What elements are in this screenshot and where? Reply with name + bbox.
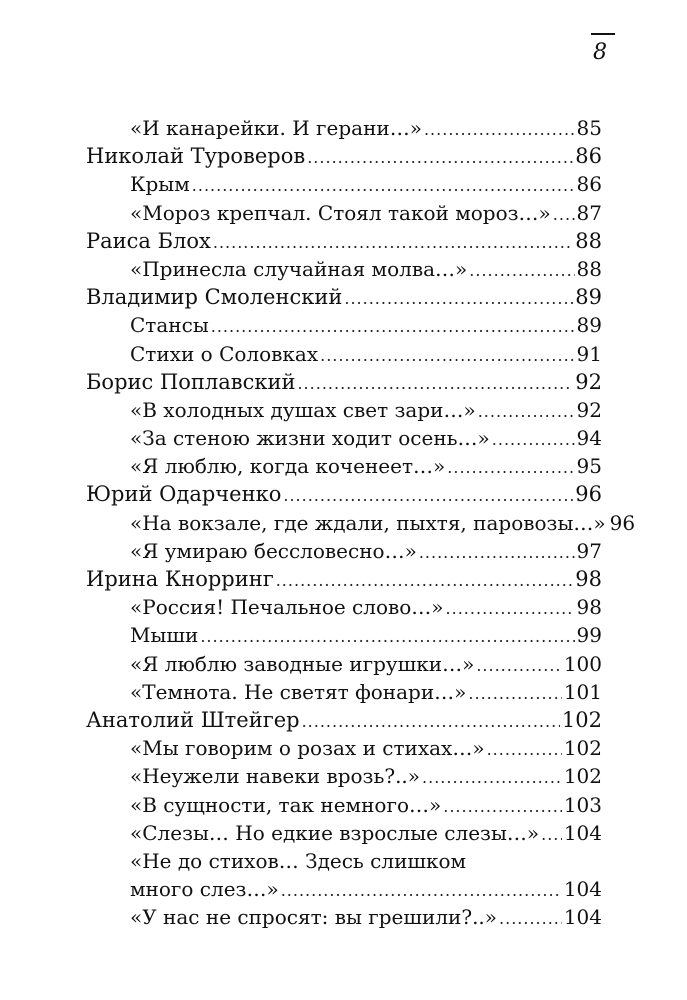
toc-entry-page: 98 bbox=[576, 595, 602, 620]
dot-leader bbox=[446, 595, 575, 623]
toc-entry-page: 91 bbox=[576, 341, 602, 366]
toc-entry-title: Мыши bbox=[130, 623, 199, 648]
toc-entry-page: 86 bbox=[576, 172, 602, 197]
toc-poem-entry[interactable] bbox=[86, 678, 602, 706]
dot-leader bbox=[192, 172, 575, 200]
toc-poem-entry[interactable] bbox=[86, 199, 602, 227]
dot-leader bbox=[276, 567, 574, 595]
toc-entry-title: «И канарейки. И герани…» bbox=[130, 116, 422, 140]
toc-poem-entry[interactable] bbox=[86, 847, 602, 875]
table-of-contents bbox=[86, 114, 636, 931]
toc-poem-entry[interactable] bbox=[86, 537, 602, 565]
toc-entry-page: 92 bbox=[576, 397, 602, 422]
toc-entry-page: 89 bbox=[575, 285, 602, 310]
toc-entry-page: 102 bbox=[561, 707, 602, 732]
toc-entry-page: 103 bbox=[563, 792, 602, 817]
dot-leader bbox=[307, 144, 573, 172]
toc-entry-title: «Принесла случайная молва…» bbox=[130, 256, 468, 281]
toc-entry-title: Стансы bbox=[130, 313, 209, 338]
toc-poem-entry[interactable] bbox=[86, 170, 602, 198]
toc-entry-page: 85 bbox=[576, 116, 602, 140]
dot-leader bbox=[200, 623, 574, 651]
toc-entry-page: 104 bbox=[563, 820, 602, 845]
toc-poem-entry[interactable] bbox=[86, 875, 602, 903]
dot-leader bbox=[320, 342, 574, 370]
toc-poem-entry[interactable] bbox=[86, 255, 602, 283]
toc-entry-page: 101 bbox=[563, 679, 602, 704]
toc-entry-title: Анатолий Штейгер bbox=[86, 707, 300, 732]
dot-leader bbox=[476, 652, 562, 680]
toc-entry-page: 98 bbox=[575, 567, 602, 591]
toc-poem-entry[interactable] bbox=[86, 621, 602, 649]
toc-entry-page: 89 bbox=[576, 313, 602, 338]
toc-poem-entry[interactable] bbox=[86, 509, 636, 537]
toc-entry-page: 94 bbox=[576, 426, 602, 451]
toc-entry-title: Николай Туроверов bbox=[86, 144, 306, 169]
toc-poem-entry[interactable] bbox=[86, 762, 602, 790]
toc-entry-title: «Не до стихов… Здесь слишком bbox=[130, 848, 467, 873]
toc-entry-title: «Я умираю бессловесно…» bbox=[130, 538, 417, 563]
toc-entry-title: «Мы говорим о розах и стихах…» bbox=[130, 736, 485, 761]
toc-poem-entry[interactable] bbox=[86, 340, 602, 368]
toc-entry-title: Раиса Блох bbox=[86, 228, 211, 253]
header-rule bbox=[591, 33, 615, 35]
toc-author-entry[interactable] bbox=[86, 706, 602, 734]
toc-entry-page: 86 bbox=[575, 144, 602, 169]
toc-entry-page: 104 bbox=[563, 877, 602, 902]
dot-leader bbox=[478, 398, 575, 426]
toc-poem-entry[interactable] bbox=[86, 819, 602, 847]
toc-poem-entry[interactable] bbox=[86, 114, 602, 142]
toc-poem-entry[interactable] bbox=[86, 396, 602, 424]
dot-leader bbox=[443, 793, 562, 821]
toc-entry-title: «Я люблю заводные игрушки…» bbox=[130, 651, 475, 676]
toc-entry-page: 100 bbox=[563, 651, 602, 676]
toc-entry-title: «Темнота. Не светят фонари…» bbox=[130, 679, 467, 704]
dot-leader bbox=[302, 708, 560, 736]
toc-entry-page: 97 bbox=[576, 538, 602, 563]
dot-leader bbox=[283, 482, 573, 510]
toc-entry-page: 104 bbox=[563, 905, 602, 930]
dot-leader bbox=[297, 370, 573, 398]
toc-poem-entry[interactable] bbox=[86, 593, 602, 621]
toc-poem-entry[interactable] bbox=[86, 791, 602, 819]
dot-leader bbox=[469, 257, 574, 285]
toc-entry-page: 99 bbox=[576, 623, 602, 648]
dot-leader bbox=[447, 454, 574, 482]
dot-leader bbox=[492, 426, 575, 454]
toc-entry-title: Борис Поплавский bbox=[86, 369, 296, 394]
toc-poem-entry[interactable] bbox=[86, 424, 602, 452]
toc-entry-page: 87 bbox=[576, 200, 602, 225]
toc-poem-entry[interactable] bbox=[86, 903, 602, 931]
toc-entry-page: 92 bbox=[575, 369, 602, 394]
toc-entry-title: «Мороз крепчал. Стоял такой мороз…» bbox=[130, 200, 551, 225]
toc-author-entry[interactable] bbox=[86, 368, 602, 396]
toc-poem-entry[interactable] bbox=[86, 650, 602, 678]
toc-entry-title: «На вокзале, где ждали, пыхтя, паровозы…» bbox=[130, 510, 606, 535]
dot-leader bbox=[487, 736, 562, 764]
page-number: 8 bbox=[593, 40, 607, 65]
toc-author-entry[interactable] bbox=[86, 480, 602, 508]
dot-leader bbox=[419, 539, 575, 567]
toc-entry-title: Ирина Кнорринг bbox=[86, 567, 274, 591]
toc-entry-page: 88 bbox=[576, 256, 602, 281]
toc-entry-page: 102 bbox=[563, 736, 602, 761]
toc-author-entry[interactable] bbox=[86, 142, 602, 170]
toc-entry-title: Юрий Одарченко bbox=[86, 482, 282, 507]
dot-leader bbox=[553, 201, 575, 229]
toc-entry-page: 102 bbox=[563, 764, 602, 789]
dot-leader bbox=[499, 905, 562, 933]
toc-entry-title: «За стеною жизни ходит осень…» bbox=[130, 426, 490, 451]
toc-entry-title: «В сущности, так немного…» bbox=[130, 792, 442, 817]
toc-poem-entry[interactable] bbox=[86, 311, 602, 339]
toc-author-entry[interactable] bbox=[86, 565, 602, 593]
toc-entry-title: «У нас не спросят: вы грешили?..» bbox=[130, 905, 498, 930]
toc-entry-page: 95 bbox=[576, 454, 602, 479]
toc-entry-title: «В холодных душах свет зари…» bbox=[130, 397, 476, 422]
toc-entry-page: 96 bbox=[609, 510, 636, 535]
dot-leader bbox=[424, 116, 575, 144]
dot-leader bbox=[422, 764, 562, 792]
toc-entry-title: Стихи о Соловках bbox=[130, 341, 319, 366]
toc-entry-page: 96 bbox=[575, 482, 602, 507]
toc-entry-page: 88 bbox=[575, 228, 602, 253]
dot-leader bbox=[281, 877, 562, 905]
dot-leader bbox=[468, 680, 561, 708]
toc-entry-title: много слез…» bbox=[130, 877, 279, 902]
toc-poem-entry[interactable] bbox=[86, 734, 602, 762]
toc-entry-title: «Слезы… Но едкие взрослые слезы…» bbox=[130, 820, 540, 845]
dot-leader bbox=[344, 285, 573, 313]
toc-entry-title: Владимир Смоленский bbox=[86, 285, 343, 310]
dot-leader bbox=[541, 821, 562, 849]
toc-poem-entry[interactable] bbox=[86, 452, 602, 480]
dot-leader bbox=[213, 229, 573, 257]
toc-entry-title: «Неужели навеки врозь?..» bbox=[130, 764, 421, 789]
toc-author-entry[interactable] bbox=[86, 283, 602, 311]
toc-entry-title: Крым bbox=[130, 172, 190, 197]
toc-entry-title: «Я люблю, когда коченеет…» bbox=[130, 454, 446, 479]
toc-author-entry[interactable] bbox=[86, 227, 602, 255]
dot-leader bbox=[211, 313, 575, 341]
toc-entry-title: «Россия! Печальное слово…» bbox=[130, 595, 444, 620]
